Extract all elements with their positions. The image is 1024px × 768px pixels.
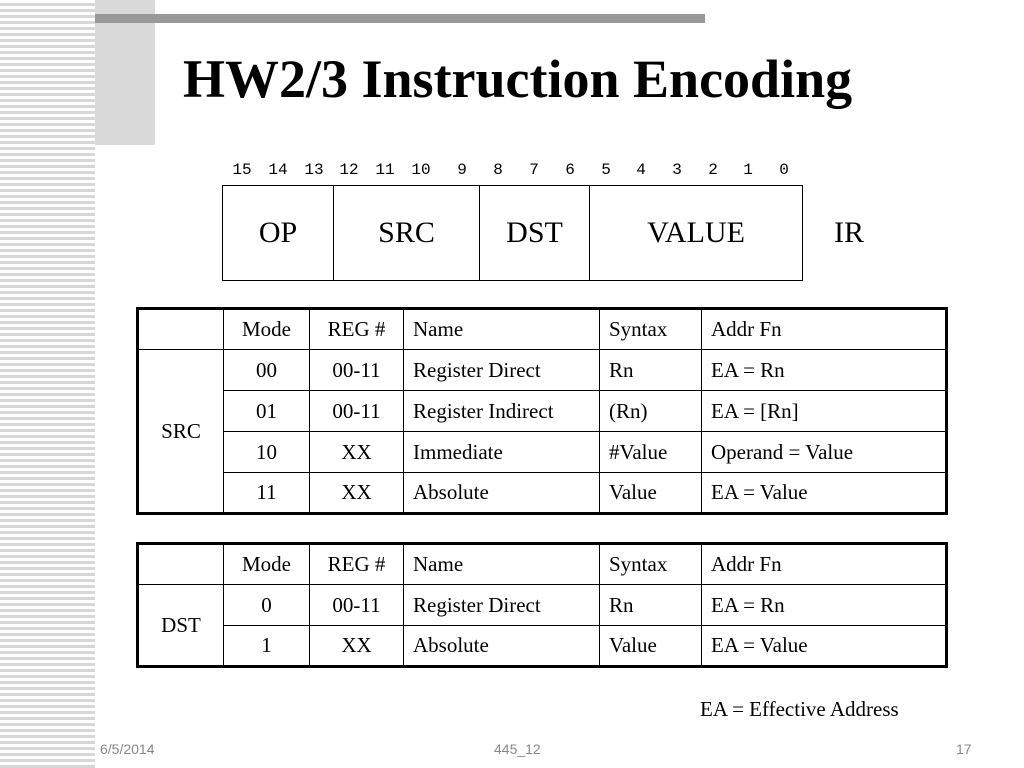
column-header-mode: Mode (224, 544, 310, 585)
cell-reg: XX (310, 473, 404, 514)
table-row (138, 585, 947, 626)
cell-reg: XX (310, 626, 404, 667)
cell-addr-fn: EA = Value (702, 473, 947, 514)
dst-addressing-mode-table (136, 542, 948, 668)
bit-number: 0 (779, 161, 789, 179)
column-header-reg: REG # (310, 309, 404, 350)
column-header-syntax: Syntax (600, 544, 702, 585)
bit-number: 11 (375, 161, 395, 179)
bit-number: 5 (601, 161, 611, 179)
cell-syntax: Rn (600, 585, 702, 626)
cell-name: Absolute (404, 473, 600, 514)
column-header-name: Name (404, 544, 600, 585)
ir-field-op: OP (223, 186, 334, 280)
footer-date: 6/5/2014 (100, 741, 155, 757)
bit-number: 1 (743, 161, 753, 179)
bit-number: 8 (493, 161, 503, 179)
bit-number: 3 (672, 161, 682, 179)
bit-number: 7 (529, 161, 539, 179)
cell-addr-fn: EA = Rn (702, 350, 947, 391)
cell-syntax: (Rn) (600, 391, 702, 432)
cell-reg: 00-11 (310, 585, 404, 626)
src-addressing-mode-table (136, 307, 948, 515)
cell-mode: 1 (224, 626, 310, 667)
bit-number: 14 (268, 161, 288, 179)
table-corner-cell (138, 309, 224, 350)
cell-syntax: #Value (600, 432, 702, 473)
cell-mode: 10 (224, 432, 310, 473)
cell-syntax: Value (600, 473, 702, 514)
ir-field-value: VALUE (647, 216, 745, 249)
row-group-label: DST (138, 585, 224, 667)
table-row (138, 350, 947, 391)
column-header-addr-fn: Addr Fn (702, 309, 947, 350)
bit-number: 6 (565, 161, 575, 179)
table-header-row (138, 544, 947, 585)
cell-addr-fn: Operand = Value (702, 432, 947, 473)
column-header-mode: Mode (224, 309, 310, 350)
cell-reg: XX (310, 432, 404, 473)
ir-label: IR (834, 216, 864, 249)
cell-name: Register Direct (404, 350, 600, 391)
footer-page-number: 17 (956, 741, 972, 757)
table-row (138, 432, 947, 473)
cell-addr-fn: EA = Value (702, 626, 947, 667)
table-corner-cell (138, 544, 224, 585)
table-row (138, 626, 947, 667)
cell-reg: 00-11 (310, 350, 404, 391)
table-header-row (138, 309, 947, 350)
cell-addr-fn: EA = [Rn] (702, 391, 947, 432)
cell-mode: 0 (224, 585, 310, 626)
title-accent-bar (95, 14, 705, 23)
column-header-syntax: Syntax (600, 309, 702, 350)
ir-field-dst: DST (480, 186, 590, 280)
row-group-label: SRC (138, 350, 224, 514)
table-row (138, 391, 947, 432)
decorative-stripe-band (0, 0, 95, 768)
column-header-reg: REG # (310, 544, 404, 585)
bit-number: 12 (339, 161, 359, 179)
cell-mode: 01 (224, 391, 310, 432)
instruction-register-diagram (222, 185, 803, 281)
cell-name: Absolute (404, 626, 600, 667)
bit-number: 15 (232, 161, 252, 179)
footer-course: 445_12 (494, 741, 541, 757)
cell-name: Register Direct (404, 585, 600, 626)
footnote: EA = Effective Address (700, 697, 899, 721)
cell-name: Immediate (404, 432, 600, 473)
cell-mode: 11 (224, 473, 310, 514)
bit-number: 9 (457, 161, 467, 179)
cell-addr-fn: EA = Rn (702, 585, 947, 626)
cell-reg: 00-11 (310, 391, 404, 432)
slide-title: HW2/3 Instruction Encoding (183, 49, 853, 109)
column-header-addr-fn: Addr Fn (702, 544, 947, 585)
column-header-name: Name (404, 309, 600, 350)
ir-field-src: SRC (334, 186, 480, 280)
cell-name: Register Indirect (404, 391, 600, 432)
cell-syntax: Rn (600, 350, 702, 391)
bit-number: 13 (304, 161, 324, 179)
bit-number: 10 (411, 161, 431, 179)
table-row (138, 473, 947, 514)
cell-syntax: Value (600, 626, 702, 667)
cell-mode: 00 (224, 350, 310, 391)
bit-number: 4 (636, 161, 646, 179)
bit-number: 2 (708, 161, 718, 179)
